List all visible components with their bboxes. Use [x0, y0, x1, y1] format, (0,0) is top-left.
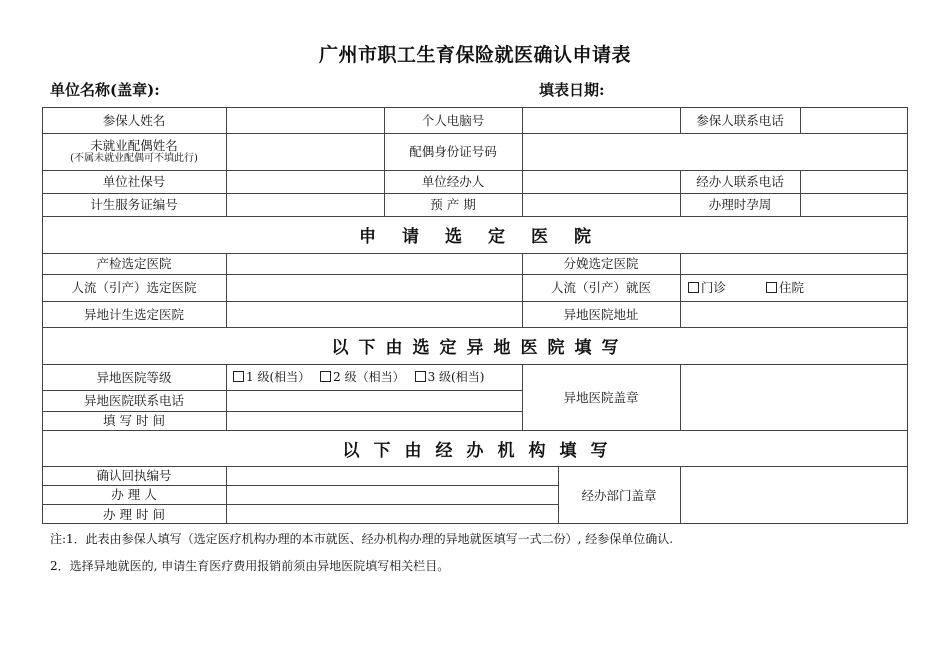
- insured-phone-label: 参保人联系电话: [696, 112, 784, 128]
- agent-phone-field[interactable]: [800, 170, 908, 193]
- remote-fill-time-label: 填 写 时 间: [103, 413, 165, 428]
- grade-2-option[interactable]: [320, 370, 404, 384]
- remote-family-hospital-field[interactable]: [226, 301, 522, 327]
- handle-time-field[interactable]: [226, 504, 558, 524]
- receipt-no-field[interactable]: [226, 466, 558, 485]
- prenatal-hospital-field[interactable]: [226, 253, 522, 274]
- outpatient-option[interactable]: [688, 280, 726, 295]
- agency-seal-label: 经办部门盖章: [581, 487, 657, 503]
- abortion-visit-label: 人流（引产）就医: [550, 280, 651, 295]
- insured-phone-field[interactable]: [800, 107, 908, 133]
- insured-name-field[interactable]: [226, 107, 384, 133]
- spouse-id-field[interactable]: [522, 133, 908, 170]
- inpatient-checkbox-icon[interactable]: [766, 282, 777, 293]
- section-remote-title: 以下由选定异地医院填写: [331, 338, 629, 358]
- due-date-label: 预 产 期: [430, 197, 476, 212]
- spouse-id-label: 配偶身份证号码: [409, 144, 497, 159]
- spouse-name-field[interactable]: [226, 133, 384, 170]
- remote-fill-time-field[interactable]: [226, 411, 522, 430]
- remote-seal-label: 异地医院盖章: [563, 389, 639, 405]
- inpatient-option[interactable]: [766, 280, 804, 295]
- grade-2-checkbox-icon[interactable]: [320, 371, 331, 382]
- fill-date-label: 填表日期:: [539, 81, 605, 99]
- unit-social-label: 单位社保号: [102, 174, 166, 189]
- section-apply-title: 申请选定医院: [359, 227, 617, 247]
- remote-address-field[interactable]: [680, 301, 908, 327]
- outpatient-checkbox-icon[interactable]: [688, 282, 699, 293]
- grade-1-checkbox-icon[interactable]: [233, 371, 244, 382]
- section-agency: [42, 430, 908, 466]
- remote-grade-options: [226, 364, 522, 390]
- grade-3-checkbox-icon[interactable]: [415, 371, 426, 382]
- remote-phone-field[interactable]: [226, 390, 522, 411]
- remote-phone-label: 异地医院联系电话: [83, 393, 184, 408]
- section-remote-hospital: [42, 327, 908, 364]
- receipt-no-label: 确认回执编号: [96, 468, 172, 483]
- delivery-hospital-label: 分娩选定医院: [563, 256, 639, 271]
- outpatient-label: 门诊: [701, 280, 727, 295]
- grade-1-label: 1 级(相当）: [246, 369, 311, 384]
- family-cert-field[interactable]: [226, 193, 384, 216]
- remote-seal-field[interactable]: [680, 364, 908, 430]
- spouse-name-label: [42, 133, 226, 170]
- abortion-hospital-label: 人流（引产）选定医院: [71, 280, 197, 295]
- remote-family-hospital-label: 异地计生选定医院: [83, 306, 184, 322]
- form-title: 广州市职工生育保险就医确认申请表: [318, 44, 631, 66]
- insured-name-label: 参保人姓名: [102, 112, 166, 128]
- grade-2-label: 2 级（相当）: [333, 369, 405, 384]
- due-date-field[interactable]: [522, 193, 680, 216]
- delivery-hospital-field[interactable]: [680, 253, 908, 274]
- abortion-hospital-field[interactable]: [226, 274, 522, 301]
- agency-seal-field[interactable]: [680, 466, 908, 524]
- prenatal-hospital-label: 产检选定医院: [96, 256, 172, 271]
- visit-type-options: [680, 274, 908, 301]
- section-apply-hospital: [42, 216, 908, 253]
- family-cert-label: 计生服务证编号: [90, 197, 178, 212]
- remote-address-label: 异地医院地址: [563, 306, 639, 322]
- unit-social-field[interactable]: [226, 170, 384, 193]
- spouse-name-text: 未就业配偶姓名: [90, 138, 178, 153]
- unit-agent-label: 单位经办人: [421, 174, 485, 189]
- pregnancy-week-field[interactable]: [800, 193, 908, 216]
- pregnancy-week-label: 办理时孕周: [708, 197, 772, 212]
- remote-grade-label: 异地医院等级: [96, 369, 172, 385]
- handle-time-label: 办 理 时 间: [103, 506, 165, 522]
- grade-1-option[interactable]: [233, 370, 310, 384]
- spouse-note-text: (不属未就业配偶可不填此行): [70, 153, 198, 164]
- note-2: 2．选择异地就医的, 申请生育医疗费用报销前须由异地医院填写相关栏目。: [50, 559, 450, 573]
- personal-id-label: 个人电脑号: [421, 112, 485, 128]
- unit-agent-field[interactable]: [522, 170, 680, 193]
- note-1: 注:1．此表由参保人填写（选定医疗机构办理的本市就医、经办机构办理的异地就医填写一式二份）, 经参保单位确认.: [50, 532, 674, 546]
- agent-phone-label: 经办人联系电话: [696, 174, 784, 189]
- unit-name-label: 单位名称(盖章):: [50, 81, 160, 99]
- personal-id-field[interactable]: [522, 107, 680, 133]
- handler-field[interactable]: [226, 485, 558, 504]
- grade-3-label: 3 级(相当): [427, 369, 485, 384]
- handler-label: 办 理 人: [111, 487, 157, 502]
- grade-3-option[interactable]: [415, 370, 485, 384]
- inpatient-label: 住院: [779, 280, 805, 295]
- section-agency-title: 以下由经办机构填写: [342, 440, 622, 461]
